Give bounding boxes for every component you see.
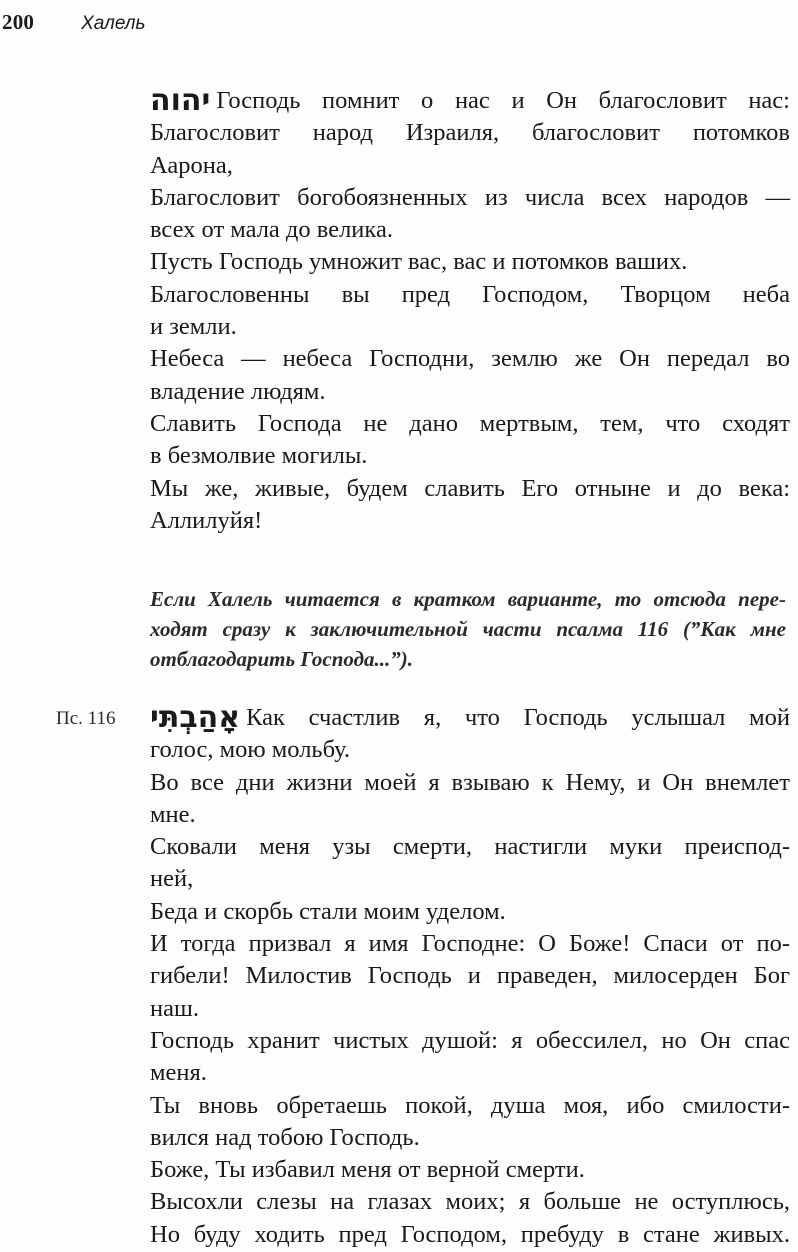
text-line: Пусть Господь умножит вас, вас и потомков ваших. [150,248,688,276]
text-line: Но буду ходить пред Господом, пребуду в стане живых. [150,1220,790,1248]
instruction-note [150,584,786,674]
psalm-115-end-block [150,83,790,537]
text-line: и земли. [150,313,237,341]
text-line: вился над тобою Господь. [150,1123,420,1151]
note-line: отблагодарить Господа...”). [150,647,414,671]
text-line: И тогда призвал я имя Господне: О Боже! Спаси от по- [150,930,790,958]
text-line: голос, мою мольбу. [150,736,351,764]
text-line: Высохли слезы на глазах моих; я больше не оступлюсь, [150,1188,790,1216]
text-line: гибели! Милостив Господь и праведен, милосерден Бог [150,962,790,990]
note-line: ходят сразу к заключительной части псалма 116 (”Как мне [150,617,786,641]
hebrew-opening-word: אָהַבְתִּי [150,700,241,735]
text-line: Сковали меня узы смерти, настигли муки преиспод- [150,833,790,861]
text-line: Беда и скорбь стали моим уделом. [150,897,506,925]
running-head [2,10,146,40]
text-line: Небеса — небеса Господни, землю же Он передал во [150,345,790,373]
text-line: Славить Господа не дано мертвым, тем, что сходят [150,409,790,437]
text-line: אָהַבְתִּי Как счастлив я, что Господь услышал мой [150,700,790,735]
psalm-reference: Пс. 116 [56,708,116,729]
text-line: Боже, Ты избавил меня от верной смерти. [150,1156,585,1184]
text-line: Аллилуйя! [150,506,263,534]
text-line: Благословит богобоязненных из числа всех народов — [150,183,790,211]
text-line: в безмолвие могилы. [150,442,368,470]
section-title: Халель [81,13,146,34]
text-line: Мы же, живые, будем славить Его отныне и до века: [150,474,790,502]
text-line: мне. [150,800,196,828]
text-line: Благословенны вы пред Господом, Творцом неба [150,280,790,308]
text-line: Господь хранит чистых душой: я обессилел, но Он спас [150,1026,790,1054]
text-line: меня. [150,1059,207,1087]
text-line: Аарона, [150,151,233,179]
page-number: 200 [2,10,35,34]
text-line: Ты вновь обретаешь покой, душа моя, ибо смилости- [150,1091,790,1119]
text-line: наш. [150,994,199,1022]
hebrew-divine-name: יהוה [150,83,211,118]
text-line: יהוה Господь помнит о нас и Он благословит нас: [150,83,790,118]
text-line: всех от мала до велика. [150,216,393,244]
text-line: владение людям. [150,377,326,405]
text-line: ней, [150,865,194,893]
note-line: Если Халель читается в кратком варианте, то отсюда пере- [150,587,786,611]
text-line: Благословит народ Израиля, благословит потомков [150,119,790,147]
psalm-116-block [150,700,790,1251]
text-line: Во все дни жизни моей я взываю к Нему, и Он внемлет [150,768,790,796]
